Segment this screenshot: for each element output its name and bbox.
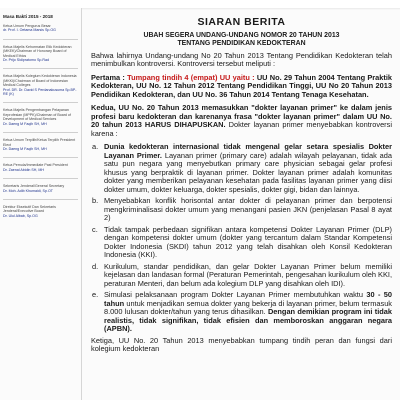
- list-item: [92, 142, 393, 194]
- official-role: Ketua Majelis Kolegium Kedokteran Indonesia (MKKI)/Chairman of Board of Indonesian Medical Colleges: [3, 74, 77, 88]
- official-name: dr. Prof. I. Oetama Marsis Sp.OG: [3, 28, 56, 33]
- official-name: Dr. Ulul Albab, Sp.OG: [3, 213, 38, 218]
- sidebar-divider: [3, 199, 78, 200]
- list-marker: b.: [92, 196, 99, 206]
- item-text: untuk menjadikan semua dokter yang bekerja di layanan primer, belum termasuk 8.000 lulusan dokter/tahun yang terus dihasilkan.: [104, 298, 392, 317]
- list-marker: c.: [92, 224, 98, 234]
- official-role: Ketua Majelis Pengembangan Pelayanan Keprofesian (MPPK)/Chairman of Board of Development of Medical Services: [3, 108, 71, 122]
- officials-sidebar: [0, 8, 82, 400]
- official-role: Direktur Eksekutif Dan Sekretaris Jenderal/Executive Board: [3, 204, 56, 214]
- point-first-lead: Pertama :: [91, 72, 125, 82]
- item-text: Layanan primer (primary care) adalah wilayah pelayanan, tidak ada satu pun negara yang menyebutkan primary care physician sebagai gelar profesi khusus yang berpraktik di layanan primer. Dokter layanan primer adalah komunitas dokter yang memberikan pelayanan kesehatan pada fasilitas layanan primer yang diisi dokter umum, dokter keluarga, dokter spesialis, dokter gigi, bidan dan lainnya.: [104, 150, 393, 194]
- point-first-highlight: Tumpang tindih 4 (empat) UU yaitu :: [127, 72, 255, 82]
- official-name: Prof. DR. Dr. David S Perdanakusuma Sp.BP-RE (K): [3, 87, 77, 97]
- sidebar-divider: [3, 102, 78, 103]
- subtitle-line: UBAH SEGERA UNDANG-UNDANG NOMOR 20 TAHUN 2013: [143, 31, 340, 39]
- list-item: [92, 224, 392, 260]
- official-entry: [3, 74, 78, 96]
- point-third-paragraph: Ketiga, UU No. 20 Tahun 2013 menyebabkan tumpang tindih peran dan fungsi dari kolegium kedokteran: [91, 335, 392, 354]
- list-item: [92, 290, 393, 334]
- sidebar-divider: [3, 132, 78, 133]
- list-item: [92, 196, 392, 223]
- document-title: SIARAN BERITA: [197, 16, 286, 28]
- document-body: [82, 8, 400, 400]
- item-text: Tidak tampak perbedaan signifikan antara kompetensi Dokter Layanan Primer (DLP) dengan kompetensi dokter umum (dokter yang tercantum dalam Standar Kompetensi Dokter Indonesia (SKDI) tahun 2012 yang telah disahkan oleh Konsil Kedokteran Indonesia (KKI).: [104, 224, 392, 260]
- official-name: Dr. Daeng M Faqih SH, MH: [3, 121, 47, 126]
- official-entry: [3, 138, 78, 151]
- official-role: Ketua Umum Terpilih/Ketua Terpilih President Elect: [3, 138, 76, 147]
- point-first-body: UU No. 29 Tahun 2004 Tentang Praktik Kedokteran, UU No. 12 Tahun 2012 Tentang Pendidikan Tinggi, UU No 20 Tahun 2013 Pendidikan Kedokteran, dan UU No. 36 Tahun 2014 Tentang Tenaga Kesehatan.: [91, 72, 392, 99]
- official-entry: [3, 184, 78, 193]
- sidebar-divider: [3, 178, 78, 179]
- item-text: Menyebabkan konflik horisontal antar dokter di pelayanan primer dan berpotensi mengkriminalisasi dokter umum yang menangani pasien JKN (penjelasan Pasal 8 ayat 2): [104, 196, 392, 223]
- official-name: Dr. Zaenal Abidin SH, MH: [3, 167, 44, 172]
- official-role: Ketua Pemula/Immediate Past President: [3, 163, 68, 168]
- subtitle-line: TENTANG PENDIDIKAN KEDOKTERAN: [177, 39, 306, 47]
- point-first-paragraph: [91, 74, 392, 100]
- item-bold: Dengan demikian program ini tidak realistis, tidak signifikan, tidak efisien dan memboroskan anggaran negara (APBN).: [104, 307, 393, 334]
- official-entry: [3, 24, 78, 33]
- list-marker: d.: [92, 261, 99, 271]
- official-entry: [3, 108, 78, 126]
- sidebar-divider: [3, 68, 78, 69]
- point-second-tail: Dokter layanan primer menyebabkan kontroversi karena :: [91, 120, 392, 138]
- sidebar-divider: [3, 157, 78, 158]
- official-entry: [3, 205, 78, 218]
- official-role: Sekretaris Jenderal/General Secretary: [3, 184, 65, 189]
- document-subtitle: [91, 32, 392, 48]
- intro-paragraph: Bahwa lahirnya Undang-undang No 20 Tahun 2013 Tentang Pendidikan Kedokteran telah menimbulkan kontroversi. Kontroversi tersebut meliputi :: [91, 50, 392, 69]
- controversy-list: [91, 143, 392, 334]
- list-item: [92, 261, 392, 289]
- point-second-bold: Kedua, UU No. 20 Tahun 2013 memasukkan "dokter layanan primer" ke dalam jenis profesi baru kedokteran dan karenanya frasa "dokter layanan primer" dalam UU No. 20 tahun 2013 HARUS DIHAPUSKAN.: [91, 103, 392, 130]
- sidebar-divider: [3, 39, 78, 40]
- point-second-paragraph: [91, 104, 392, 138]
- item-bold: 30 - 50 tahun: [104, 290, 392, 308]
- official-entry: [3, 163, 78, 172]
- item-text: Kurikulum, standar pendidikan, dan gelar Dokter Layanan Primer belum memiliki kejelasan dan landasan formal (Peraturan Pemerintah, pengesahan kurikulum oleh KKI, peraturan Menteri, dan belum ada kolegium DLP yang disahkan oleh IDI).: [104, 261, 392, 288]
- term-label: Masa Bakti 2015 - 2018: [3, 14, 53, 19]
- official-role: Ketua Umum Pengurus Besar: [3, 24, 51, 28]
- official-name: Dr. Moh. Adib Khumaidi, Sp.OT: [3, 188, 53, 193]
- official-name: Dr. Prijo Sidipratomo Sp.Rad: [3, 58, 49, 63]
- item-bold: Dunia kedokteran internasional tidak mengenal gelar setara spesialis Dokter Layanan Primer.: [104, 142, 392, 160]
- official-name: Dr. Daeng M Faqih SH, MH: [3, 146, 47, 151]
- official-role: Ketua Majelis Kehormatan Etik Kedokteran (MKEK)/Chairman of Honorary Board of Medical Ethics: [3, 44, 72, 58]
- list-marker: a.: [92, 142, 99, 152]
- list-marker: e.: [92, 290, 99, 300]
- official-entry: [3, 45, 78, 63]
- item-text: Simulasi pelaksanaan program Dokter Layanan Primer membutuhkan waktu: [104, 290, 363, 300]
